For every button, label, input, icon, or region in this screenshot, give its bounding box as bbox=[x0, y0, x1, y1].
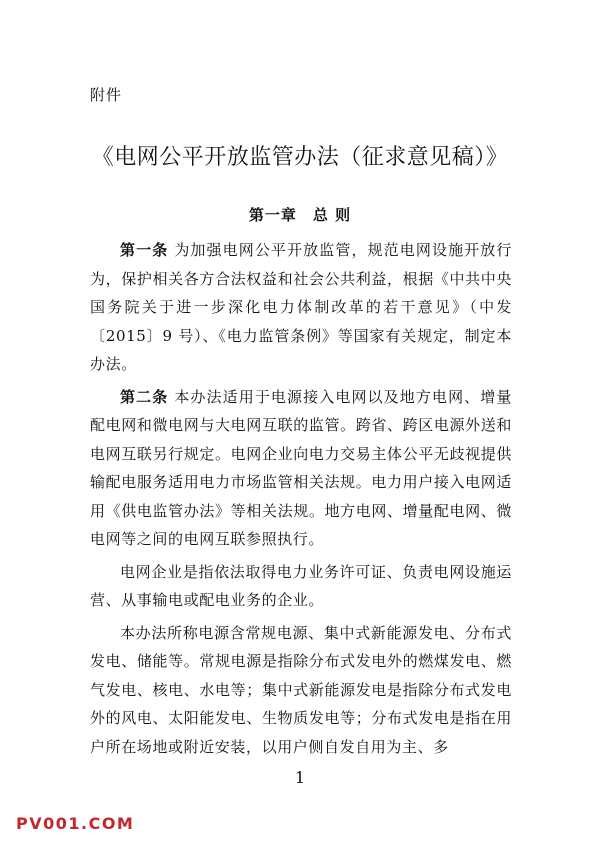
article-1-paragraph bbox=[90, 236, 512, 379]
article-1-text: 为加强电网公平开放监管，规范电网设施开放行为，保护相关各方合法权益和社会公共利益，根据《中共中央 国务院关于进一步深化电力体制改革的若干意见》（中发〔2015〕9 号）、《电力监管条例》等国家有关规定，制定本办法。 bbox=[90, 241, 512, 373]
page-number: 1 bbox=[294, 768, 306, 787]
power-source-definition-paragraph bbox=[90, 619, 512, 762]
watermark-logo: PV001.COM bbox=[16, 814, 135, 833]
chapter-title: 第一章 总 则 bbox=[248, 206, 352, 224]
attachment-label: 附件 bbox=[90, 86, 123, 104]
document-title: 《电网公平开放监管办法（征求意见稿）》 bbox=[91, 145, 509, 170]
grid-enterprise-definition-paragraph bbox=[90, 558, 512, 615]
article-2-label: 第二条 bbox=[120, 387, 169, 406]
document-body bbox=[90, 236, 512, 761]
article-2-paragraph bbox=[90, 383, 512, 554]
power-source-definition-text: 本办法所称电源含常规电源、集中式新能源发电、分布式发电、储能等。常规电源是指除分布式发电外的燃煤发电、燃气发电、核电、水电等；集中式新能源发电是指除分布式发电外的风电、太阳能发电、生物质发电等；分布式发电是指在用户所在场地或附近安装，以用户侧自发自用为主、多 bbox=[90, 623, 512, 756]
article-2-text: 本办法适用于电源接入电网以及地方电网、增量配电网和微电网与大电网互联的监管。跨省、跨区电源外送和电网互联另行规定。电网企业向电力交易主体公平无歧视提供输配电服务适用电力市场监管相关法规。电力用户接入电网适用《供电监管办法》等相关法规。地方电网、增量配电网、微电网等之间的电网互联参照执行。 bbox=[90, 387, 512, 548]
article-1-label: 第一条 bbox=[120, 241, 169, 259]
grid-enterprise-definition-text: 电网企业是指依法取得电力业务许可证、负责电网设施运营、从事输电或配电业务的企业。 bbox=[90, 562, 512, 609]
